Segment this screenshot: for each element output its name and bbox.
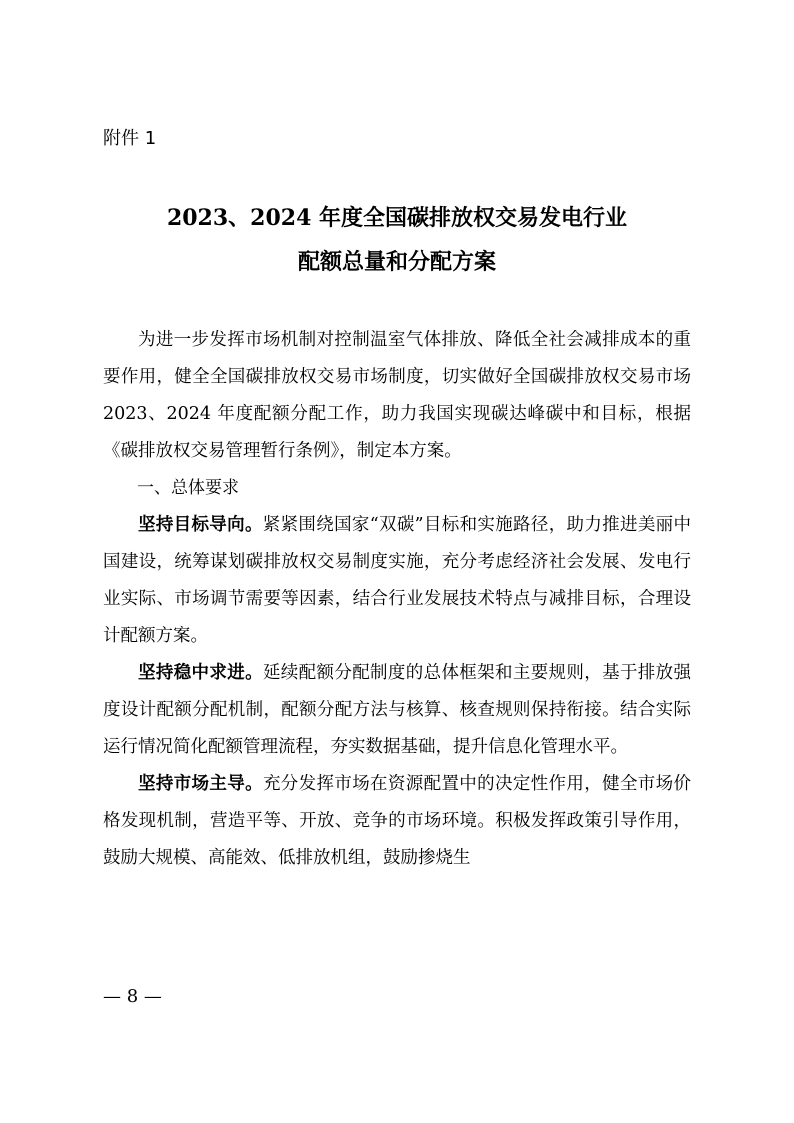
title-line-2: 配额总量和分配方案 [297,249,496,275]
section-heading: 一、总体要求 [137,478,239,498]
principle-text: 充分发挥市场在资源配置中的决定性作用，健全市场价格发现机制，营造平等、开放、竞争的市场环境。积极发挥政策引导作用，鼓励大规模、高能效、低排放机组，鼓励掺烧生 [103,774,692,868]
principle-text: 延续配额分配制度的总体框架和主要规则，基于排放强度设计配额分配机制，配额分配方法与核算、核查规则保持衔接。结合实际运行情况简化配额管理流程，夯实数据基础，提升信息化管理水平。 [103,663,692,757]
principle-lead: 坚持市场主导。 [138,774,263,794]
principle-lead: 坚持目标导向。 [138,515,263,535]
title-line-1: 2023、2024 年度全国碳排放权交易发电行业 [166,205,628,231]
principle-lead: 坚持稳中求进。 [138,663,263,683]
principle-paragraph-stability [103,655,691,766]
document-body [103,322,691,877]
intro-paragraph: 为进一步发挥市场机制对控制温室气体排放、降低全社会减排成本的重要作用，健全全国碳排放权交易市场制度，切实做好全国碳排放权交易市场 2023、2024 年度配额分配工作，助力我国实现碳达峰碳中和目标，根据《碳排放权交易管理暂行条例》，制定本方案。 [103,330,691,461]
principle-text: 紧紧围绕国家“双碳”目标和实施路径，助力推进美丽中国建设，统筹谋划碳排放权交易制度实施，充分考虑经济社会发展、发电行业实际、市场调节需要等因素，结合行业发展技术特点与减排目标，合理设计配额方案。 [103,515,691,646]
page-number: — 8 — [103,986,162,1007]
principle-paragraph-market [103,766,691,877]
attachment-label: 附件 1 [103,128,157,149]
principle-paragraph-goal [103,507,691,655]
document-title [100,196,694,284]
